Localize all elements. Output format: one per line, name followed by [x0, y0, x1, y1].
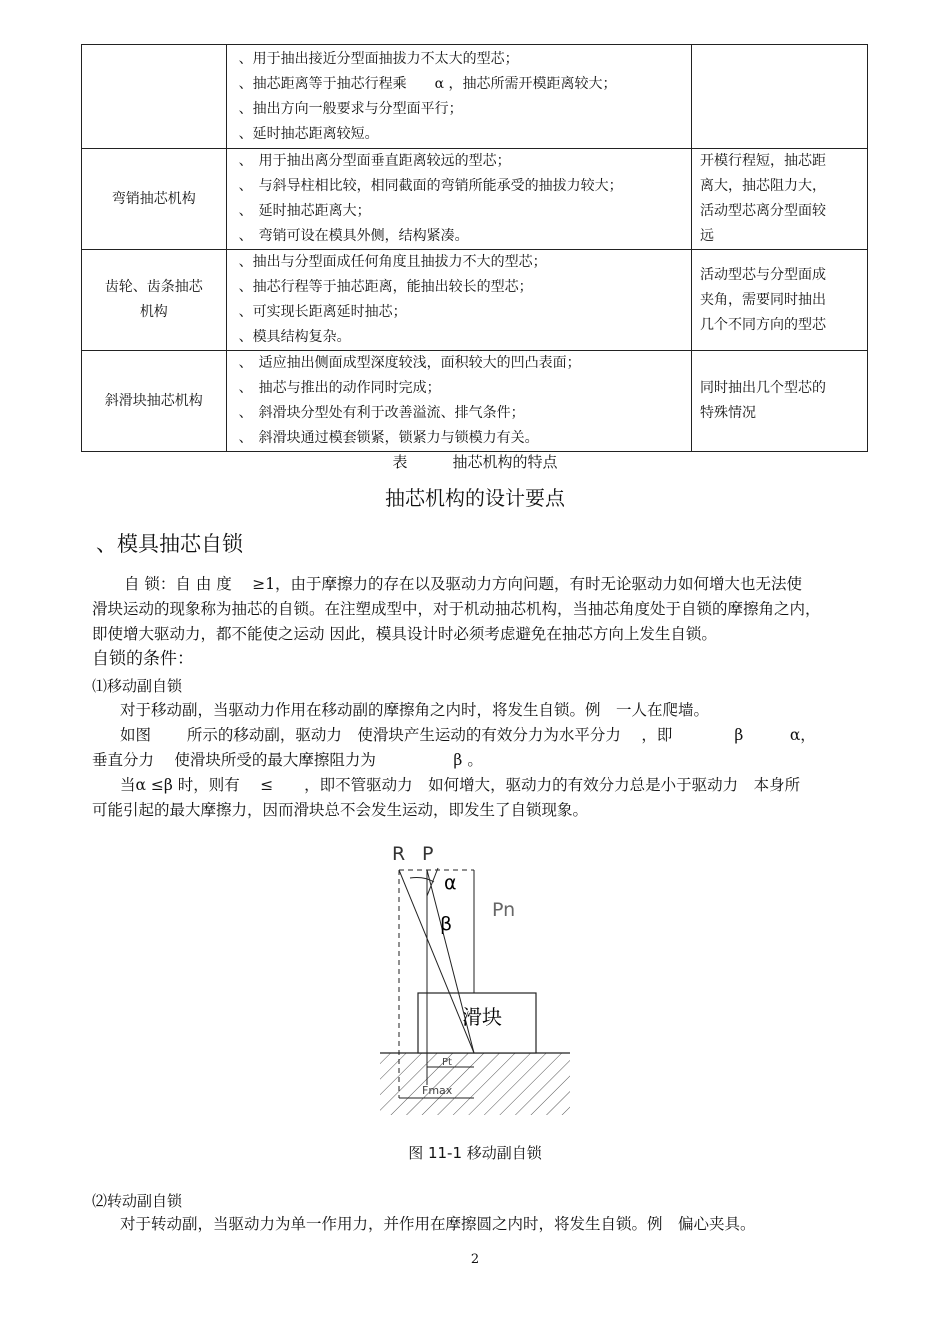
- mechanism-features: [226, 250, 691, 351]
- feature-line: 、 弯销可设在模具外侧，结构紧凑。: [238, 228, 469, 244]
- feature-line: 、 抽芯与推出的动作同时完成；: [238, 380, 441, 396]
- paragraph-line: 如图 所示的移动副，驱动力 使滑块产生运动的有效分力为水平分力 ，即 β α，: [120, 726, 816, 744]
- feature-line: 、延时抽芯距离较短。: [238, 125, 379, 142]
- mechanism-usage: [692, 149, 868, 250]
- paragraph-line: 对于转动副，当驱动力为单一作用力，并作用在摩擦圆之内时，将发生自锁。例 偏心夹具。: [120, 1215, 756, 1233]
- name-line: 机构: [139, 304, 168, 320]
- paragraph-line: 对于移动副，当驱动力作用在移动副的摩擦角之内时，将发生自锁。例 一人在爬墙。: [120, 701, 710, 719]
- usage-line: 远: [700, 228, 715, 244]
- label-pt: Pt: [442, 1057, 452, 1068]
- usage-line: 离大，抽芯阻力大，: [700, 178, 827, 194]
- label-fmax: Fmax: [422, 1084, 453, 1097]
- paragraph-line: 当α ≤β 时，则有 ≤ ，即不管驱动力 如何增大，驱动力的有效分力总是小于驱动力 本身所: [120, 776, 801, 794]
- table-caption: 表 抽芯机构的特点: [392, 453, 558, 471]
- feature-line: 、抽出与分型面成任何角度且抽拔力不大的型芯；: [238, 254, 547, 270]
- slider-figure: [370, 840, 580, 1120]
- mechanism-usage: [692, 351, 868, 452]
- label-r: R: [392, 843, 406, 865]
- feature-line: 、抽芯距离等于抽芯行程乘 α ，抽芯所需开模距离较大；: [238, 75, 617, 92]
- subheading: ⑵转动副自锁: [92, 1192, 183, 1210]
- paragraph-line: 即使增大驱动力，都不能使之运动 因此，模具设计时必须考虑避免在抽芯方向上发生自锁。: [92, 625, 717, 643]
- feature-line: 、 与斜导柱相比较，相同截面的弯销所能承受的抽拔力较大；: [238, 178, 623, 194]
- paragraph-line: 可能引起的最大摩擦力，因而滑块总不会发生运动，即发生了自锁现象。: [92, 801, 589, 819]
- table-row: [82, 149, 868, 250]
- usage-line: 夹角，需要同时抽出: [700, 291, 827, 308]
- feature-line: 、 斜滑块分型处有利于改善溢流、排气条件；: [238, 405, 525, 421]
- feature-line: 、用于抽出接近分型面抽拔力不太大的型芯；: [238, 50, 519, 67]
- mechanism-usage: [692, 250, 868, 351]
- usage-line: 活动型芯与分型面成: [700, 266, 827, 283]
- usage-line: 几个不同方向的型芯: [700, 316, 827, 333]
- mechanism-table: [81, 44, 868, 452]
- paragraph-line: 垂直分力 使滑块所受的最大摩擦阻力为 β 。: [92, 751, 483, 769]
- page-number: 2: [470, 1252, 480, 1267]
- usage-line: 开模行程短，抽芯距: [700, 153, 827, 169]
- figure-caption: 图 11-1 移动副自锁: [408, 1144, 542, 1162]
- mechanism-usage: [692, 45, 868, 149]
- mechanism-name: [82, 45, 227, 149]
- mechanism-features: [226, 351, 691, 452]
- table-row: [82, 45, 868, 149]
- feature-line: 、可实现长距离延时抽芯；: [238, 304, 407, 320]
- section-title: 抽芯机构的设计要点: [385, 486, 565, 510]
- usage-line: 特殊情况: [700, 405, 757, 421]
- usage-line: 同时抽出几个型芯的: [700, 380, 827, 396]
- feature-line: 、 延时抽芯距离大；: [238, 203, 371, 219]
- feature-line: 、 适应抽出侧面成型深度较浅，面积较大的凹凸表面；: [238, 355, 581, 371]
- subheading: ⑴移动副自锁: [92, 677, 183, 695]
- feature-line: 、 用于抽出离分型面垂直距离较远的型芯；: [238, 153, 511, 169]
- usage-line: 活动型芯离分型面较: [700, 203, 827, 219]
- mechanism-name: [82, 250, 227, 351]
- ground-hatch: [380, 1053, 570, 1115]
- name-line: 齿轮、齿条抽芯: [104, 279, 203, 295]
- feature-line: 、模具结构复杂。: [238, 329, 351, 345]
- paragraph-line: 自 锁：自 由 度 ≥1，由于摩擦力的存在以及驱动力方向问题，有时无论驱动力如何增大也无法使: [124, 575, 803, 593]
- label-pn: Pn: [492, 899, 516, 921]
- feature-line: 、抽出方向一般要求与分型面平行；: [238, 100, 463, 117]
- feature-line: 、 斜滑块通过模套锁紧，锁紧力与锁模力有关。: [238, 430, 539, 446]
- label-p: P: [422, 843, 434, 865]
- mechanism-name: 弯销抽芯机构: [82, 149, 227, 250]
- slider-label: 滑块: [462, 1005, 502, 1029]
- mechanism-features: [226, 149, 691, 250]
- table-row: [82, 351, 868, 452]
- condition-heading: 自锁的条件：: [92, 649, 194, 669]
- mechanism-name: 斜滑块抽芯机构: [82, 351, 227, 452]
- feature-line: 、抽芯行程等于抽芯距离，能抽出较长的型芯；: [238, 279, 533, 295]
- label-alpha: α: [444, 872, 457, 894]
- heading: 、模具抽芯自锁: [96, 532, 243, 556]
- mechanism-features: [226, 45, 691, 149]
- paragraph-line: 滑块运动的现象称为抽芯的自锁。在注塑成型中，对于机动抽芯机构，当抽芯角度处于自锁的摩擦角之内，: [92, 600, 821, 618]
- table-row: [82, 250, 868, 351]
- label-beta: β: [440, 913, 453, 935]
